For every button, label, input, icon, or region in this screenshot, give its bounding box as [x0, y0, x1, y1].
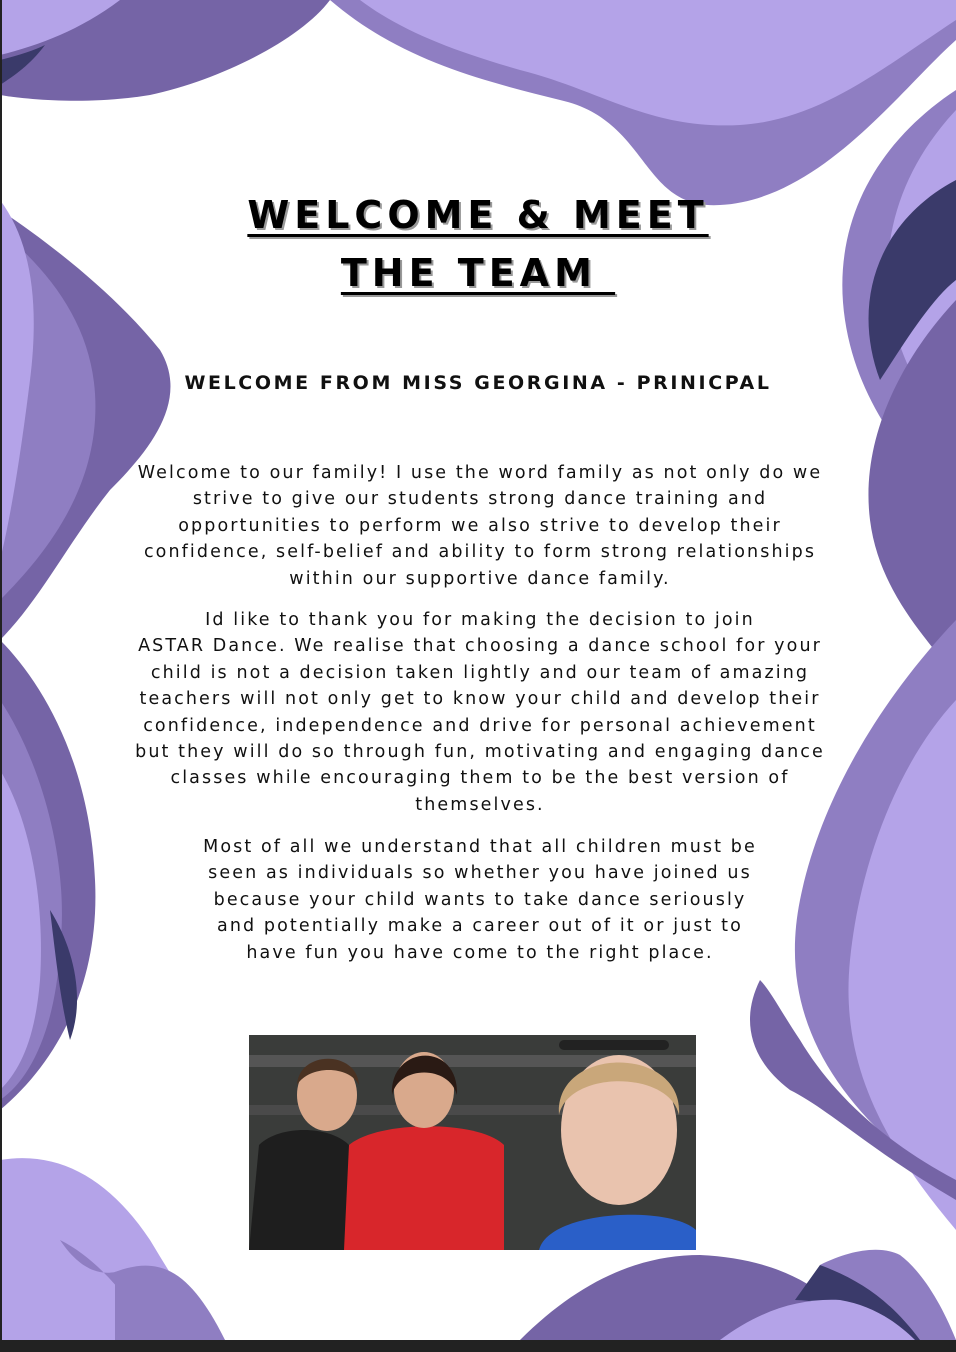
- team-photo: [249, 1035, 696, 1250]
- paragraph-thanks: [90, 607, 870, 818]
- text-line: within our supportive dance family.: [289, 568, 671, 589]
- wave-bottom-center-mid: [115, 1266, 225, 1340]
- section-heading: WELCOME FROM MISS GEORGINA - PRINICPAL: [184, 372, 772, 394]
- bottom-bar: [0, 1340, 956, 1352]
- team-photo-illustration: [249, 1035, 696, 1250]
- text-line: ASTAR Dance. We realise that choosing a dance school for your: [138, 636, 822, 657]
- text-line: classes while encouraging them to be the best version of: [170, 768, 790, 789]
- text-line: have fun you have come to the right place.: [246, 942, 714, 963]
- text-line: but they will do so through fun, motivating and engaging dance: [135, 742, 825, 763]
- text-line: opportunities to perform we also strive to develop their: [178, 515, 782, 536]
- text-line: seen as individuals so whether you have joined us: [208, 863, 752, 884]
- text-line: strive to give our students strong dance training and: [192, 489, 768, 510]
- paragraph-welcome: [90, 460, 870, 592]
- text-line: themselves.: [415, 794, 545, 815]
- title-text: WELCOME & MEET: [247, 193, 709, 237]
- paragraph-individuals: [90, 834, 870, 966]
- text-line: and potentially make a career out of it or just to: [217, 916, 743, 937]
- text-line: confidence, independence and drive for personal achievement: [143, 715, 817, 736]
- text-line: child is not a decision taken lightly and our team of amazing: [150, 662, 810, 683]
- text-line: teachers will not only get to know your child and develop their: [139, 689, 821, 710]
- text-line: Most of all we understand that all children must be: [203, 837, 757, 857]
- page-title-line-2: [0, 251, 956, 295]
- person-2: [344, 1126, 504, 1250]
- title-text: THE TEAM: [340, 251, 616, 295]
- text-line: confidence, self-belief and ability to form strong relationships: [143, 542, 817, 563]
- text-line: Id like to thank you for making the decision to join: [205, 610, 755, 630]
- text-line: because your child wants to take dance seriously: [213, 889, 747, 910]
- page-title-line-1: [0, 193, 956, 237]
- text-line: Welcome to our family! I use the word family as not only do we: [137, 463, 823, 483]
